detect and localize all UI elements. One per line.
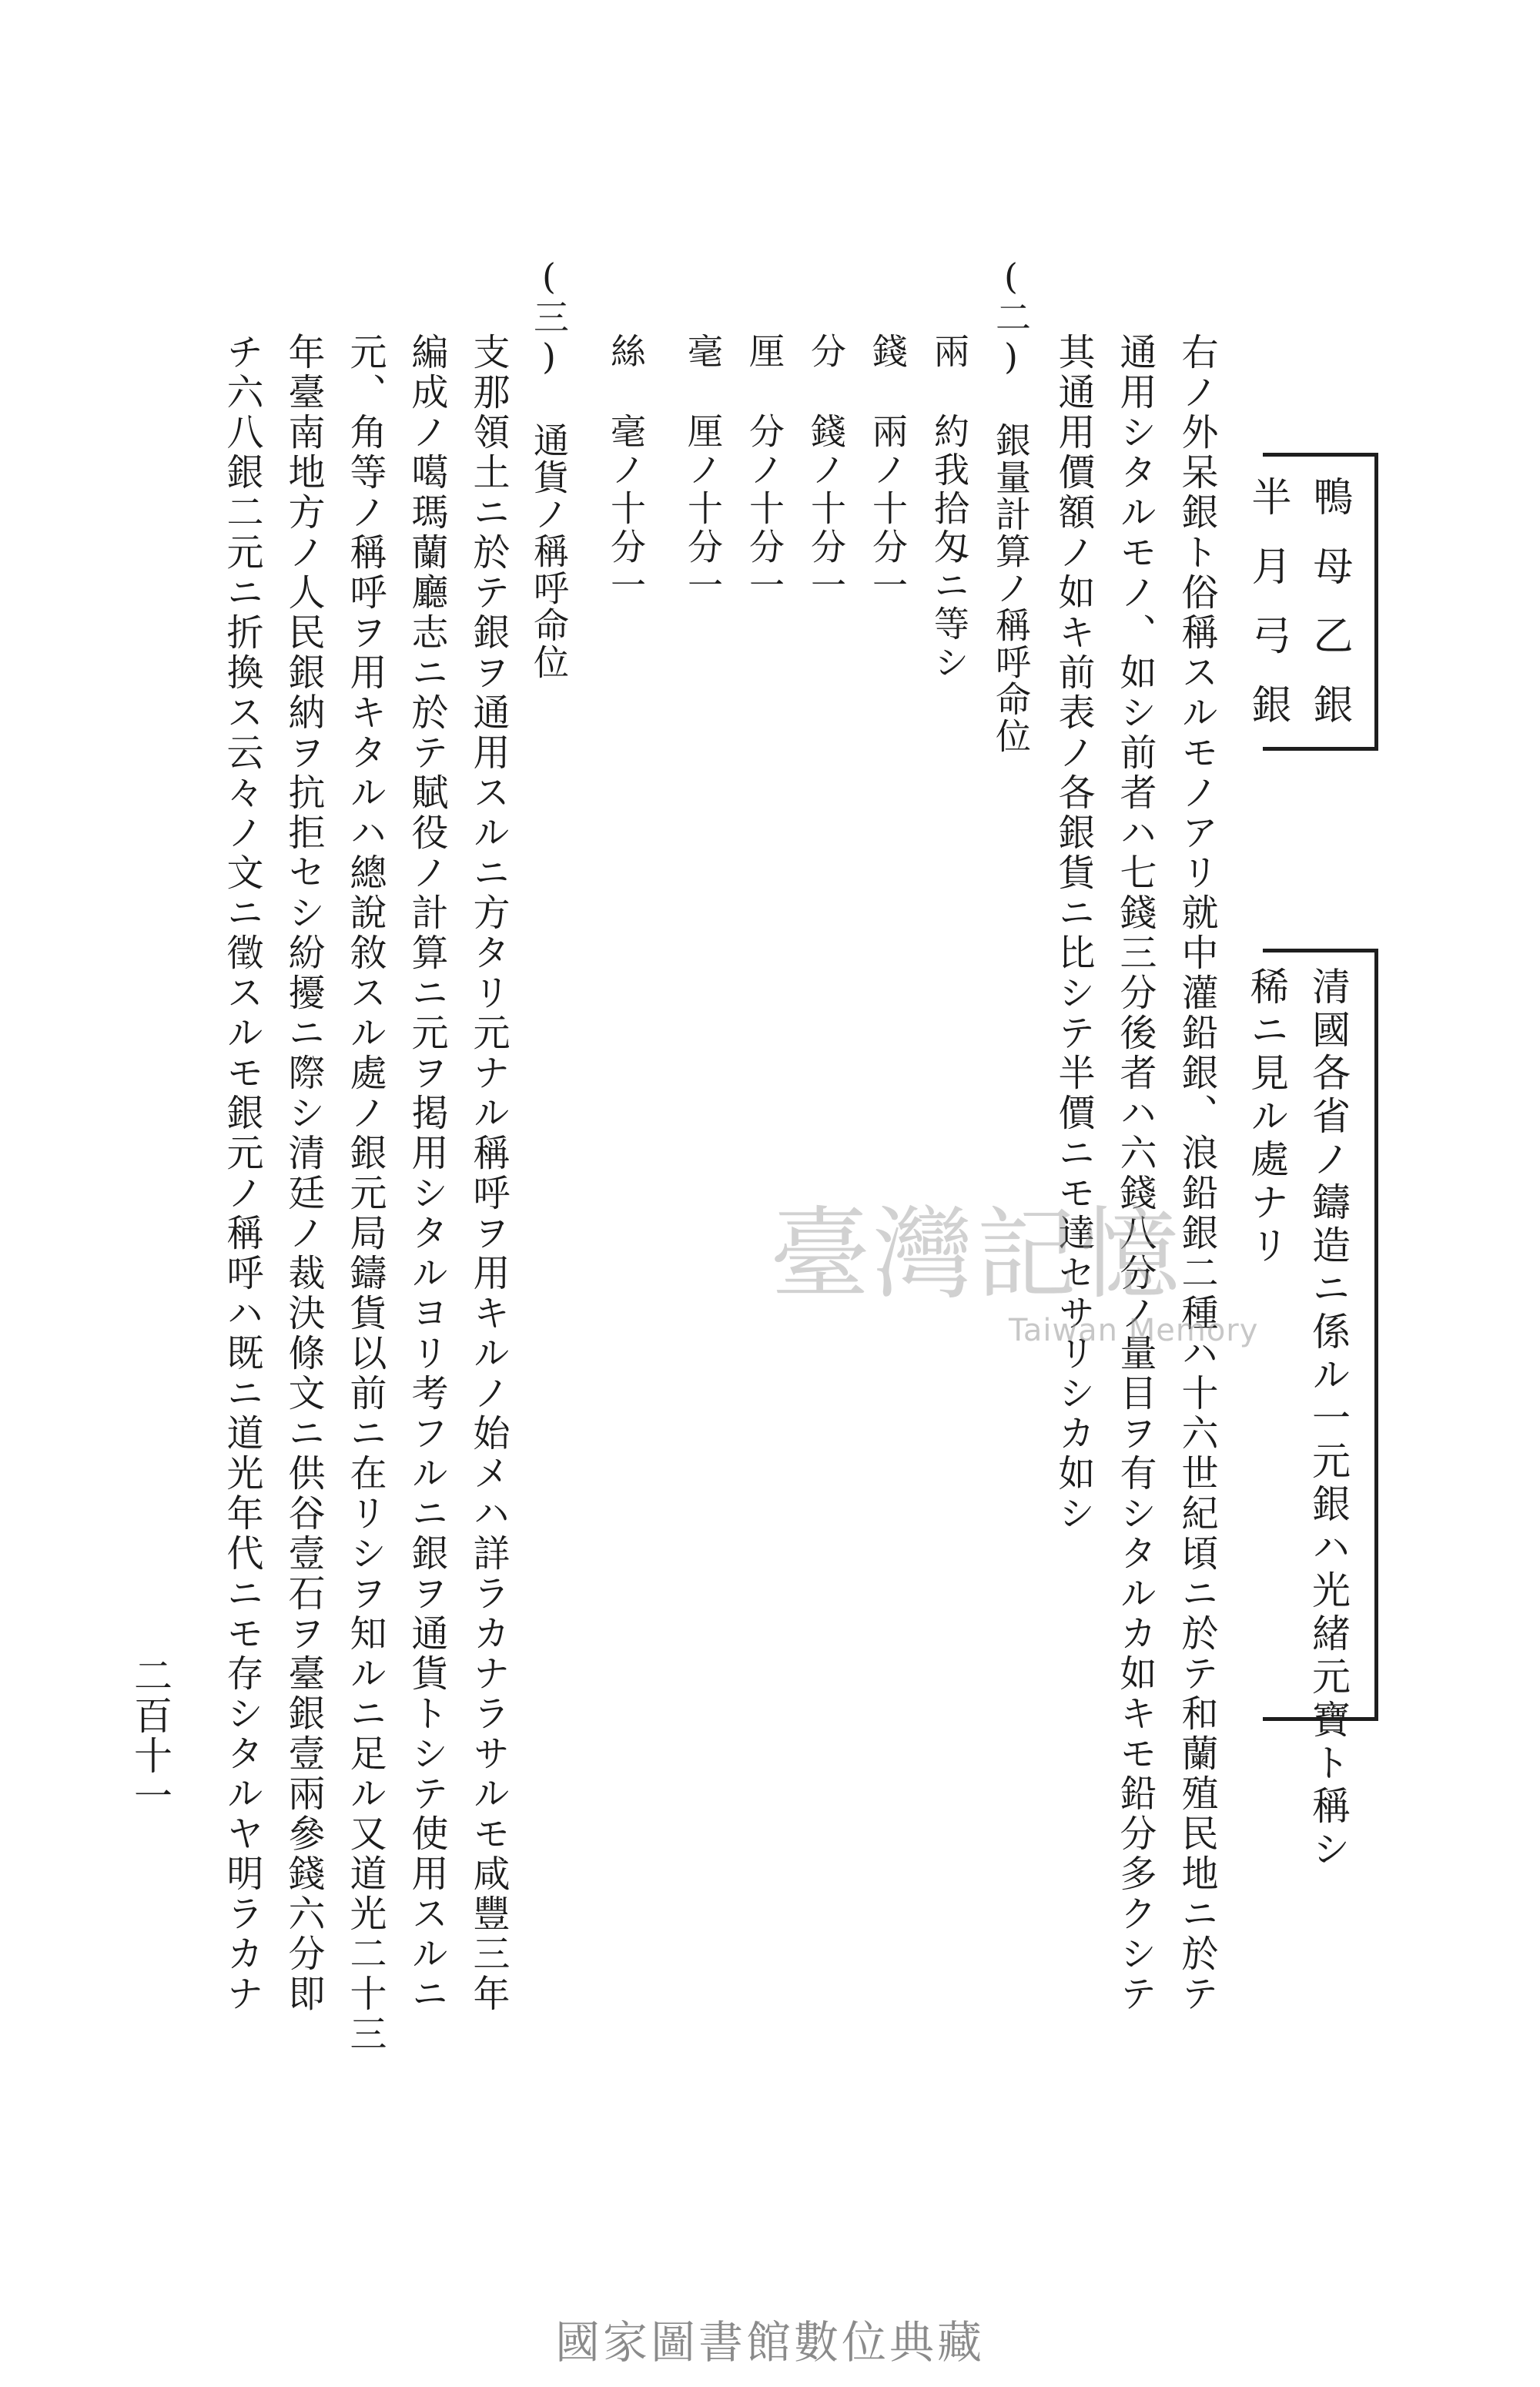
table-rule-horizontal bbox=[1263, 453, 1378, 457]
table-description: 清國各省ノ鑄造ニ係ル一元銀ハ光緒元寶ト稱シ bbox=[1306, 966, 1351, 1872]
body-line: チ六八銀二元ニ折換ス云々ノ文ニ徵スルモ銀元ノ稱呼ハ既ニ道光年代ニモ存シタルヤ明ラカナ bbox=[220, 333, 263, 2014]
unit-definition: 約我拾匁ニ等シ bbox=[929, 413, 970, 682]
unit-definition: 錢ノ十分一 bbox=[805, 413, 847, 605]
table-rule-horizontal bbox=[1263, 949, 1378, 952]
unit-name: 錢 bbox=[867, 333, 909, 391]
unit-definition: 毫ノ十分一 bbox=[605, 413, 647, 605]
body-line: 元、角等ノ稱呼ヲ用キタルハ總說敘スル處ノ銀元局鑄貨以前ニ在リシヲ知ルニ足ル又道光二十三 bbox=[343, 333, 387, 2054]
watermark-logo-text: 臺灣記憶 bbox=[770, 1196, 1183, 1313]
body-line: 右ノ外呆銀ト俗稱スルモノアリ就中灌鉛銀、浪鉛銀二種ハ十六世紀頃ニ於テ和蘭殖民地ニ於テ bbox=[1175, 333, 1218, 2014]
table-description: 稀ニ見ル處ナリ bbox=[1244, 966, 1289, 1268]
page-number: 二百十一 bbox=[128, 1656, 172, 1816]
unit-name: 分 bbox=[805, 333, 847, 391]
section-heading: (三) 通貨ノ稱呼命位 bbox=[528, 256, 570, 681]
unit-definition: 厘ノ十分一 bbox=[682, 413, 724, 605]
unit-definition: 兩ノ十分一 bbox=[867, 413, 909, 605]
unit-name: 厘 bbox=[744, 333, 785, 391]
body-line: 年臺南地方ノ人民銀納ヲ抗拒セシ紛擾ニ際シ清廷ノ裁決條文ニ供谷壹石ヲ臺銀壹兩參錢六分即 bbox=[282, 333, 325, 2014]
unit-definition: 分ノ十分一 bbox=[744, 413, 785, 605]
table-row-label: 鴨母乙銀 bbox=[1306, 476, 1352, 753]
table-rule-vertical bbox=[1374, 951, 1378, 1721]
body-line: 通用シタルモノ、如シ前者ハ七錢三分後者ハ六錢八分ノ量目ヲ有シタルカ如キモ鉛分多クシテ bbox=[1113, 333, 1157, 2014]
body-line: 支那領土ニ於テ銀ヲ通用スルニ方タリ元ナル稱呼ヲ用キルノ始メハ詳ラカナラサルモ咸豐三年 bbox=[467, 333, 510, 2014]
table-rule-vertical bbox=[1374, 454, 1378, 747]
watermark-caption: Taiwan Memory bbox=[1009, 1313, 1259, 1348]
footer-credit: 國家圖書館數位典藏 bbox=[554, 2316, 985, 2369]
unit-name: 兩 bbox=[929, 333, 970, 391]
section-heading: (二) 銀量計算ノ稱呼命位 bbox=[990, 256, 1032, 755]
table-row-label: 半月弓銀 bbox=[1244, 476, 1291, 753]
unit-name: 絲 bbox=[605, 333, 647, 391]
unit-name: 毫 bbox=[682, 333, 724, 391]
body-line: 編成ノ噶瑪蘭廳志ニ於テ賦役ノ計算ニ元ヲ掲用シタルヨリ考フルニ銀ヲ通貨トシテ使用スルニ bbox=[405, 333, 448, 2014]
watermark bbox=[770, 1174, 1294, 1351]
body-line: 其通用價額ノ如キ前表ノ各銀貨ニ比シテ半價ニモ達セサリシカ如シ bbox=[1052, 333, 1095, 1534]
